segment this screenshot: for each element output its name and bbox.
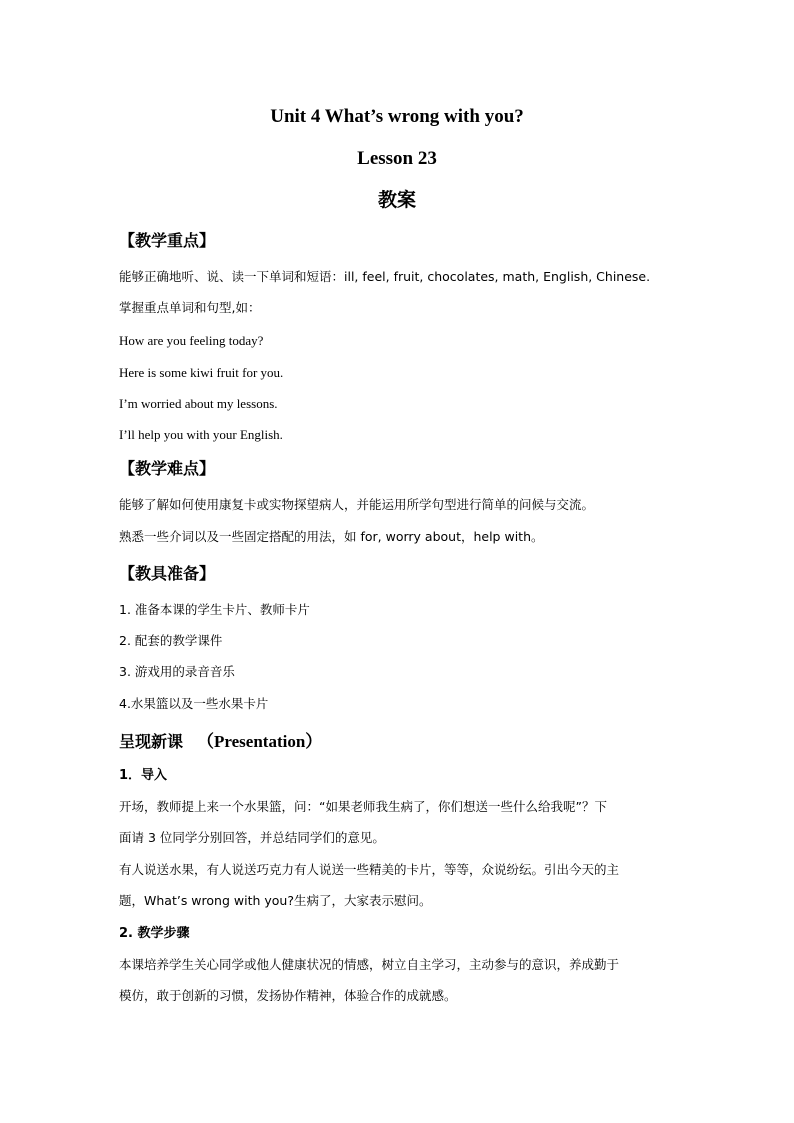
key-sentence: Here is some kiwi fruit for you. (119, 365, 284, 380)
key-points-sentences-intro: 掌握重点单词和句型,如： (119, 300, 261, 315)
presentation-heading-cn: 呈现新课 (119, 732, 184, 751)
materials-item: 3. 游戏用的录音音乐 (119, 664, 235, 679)
document-title: Unit 4 What’s wrong with you? (270, 106, 524, 127)
difficulties-heading: 【教学难点】 (119, 459, 216, 478)
step1-line: 面请 3 位同学分别回答，并总结同学们的意见。 (119, 830, 385, 845)
difficulties-line: 能够了解如何使用康复卡或实物探望病人，并能运用所学句型进行简单的问候与交流。 (119, 497, 595, 512)
presentation-heading (119, 733, 322, 750)
step1-line: 开场，教师提上来一个水果篮，问：“如果老师我生病了，你们想送一些什么给我呢”？下 (119, 799, 607, 814)
lesson-title: Lesson 23 (357, 148, 437, 169)
materials-item: 2. 配套的教学课件 (119, 633, 223, 648)
key-sentence: I’ll help you with your English. (119, 427, 283, 442)
difficulties-line: 熟悉一些介词以及一些固定搭配的用法，如 for, worry about，help with。 (119, 529, 544, 544)
key-points-vocabulary: 能够正确地听、说、读一下单词和短语：ill, feel, fruit, chocolates, math, English, Chinese. (119, 269, 651, 284)
lesson-plan-label: 教案 (377, 189, 416, 211)
step1-line: 有人说送水果，有人说送巧克力有人说送一些精美的卡片，等等，众说纷纭。引出今天的主 (119, 862, 620, 877)
step1-line: 题，What’s wrong with you?生病了，大家表示慰问。 (119, 893, 432, 908)
materials-item: 1. 准备本课的学生卡片、教师卡片 (119, 602, 310, 617)
step2-line: 模仿，敢于创新的习惯，发扬协作精神，体验合作的成就感。 (119, 988, 457, 1003)
key-sentence: I’m worried about my lessons. (119, 396, 278, 411)
step2-line: 本课培养学生关心同学或他人健康状况的情感，树立自主学习，主动参与的意识，养成勤于 (119, 957, 620, 972)
presentation-heading-en: （Presentation） (197, 732, 323, 751)
step2-title: 2. 教学步骤 (119, 926, 190, 941)
materials-heading: 【教具准备】 (119, 564, 216, 583)
key-sentence: How are you feeling today? (119, 333, 264, 348)
step1-title: 1．导入 (119, 768, 168, 783)
materials-item: 4.水果篮以及一些水果卡片 (119, 696, 269, 711)
key-points-heading: 【教学重点】 (119, 231, 216, 250)
